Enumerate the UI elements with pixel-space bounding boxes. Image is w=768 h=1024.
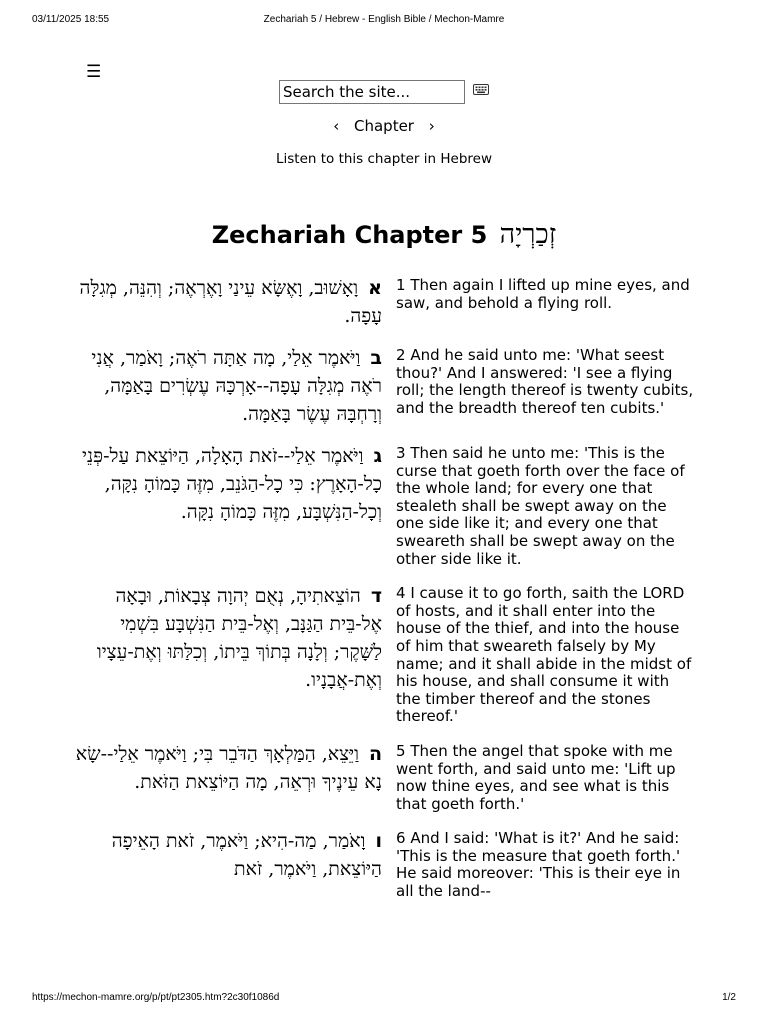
keyboard-icon[interactable]: [473, 80, 489, 99]
english-verse: [396, 827, 698, 900]
english-verse-text: And I said: 'What is it?' And he said: 'This is the measure that goeth forth.' He said moreover: 'This is their eye in all the land--: [396, 829, 681, 901]
verse-row: [70, 582, 698, 726]
hebrew-verse-text: וַיֵּצֵא, הַמַּלְאָךְ הַדֹּבֵר בִּי; וַיֹּאמֶר אֵלַי--שָׂא נָא עֵינֶיךָ וּרְאֵה, מָה הַיּוֹצֵאת הַזֹּאת.: [75, 742, 382, 793]
prev-chapter-button[interactable]: ‹: [333, 117, 340, 135]
verse-row: [70, 274, 698, 330]
hebrew-verse: [70, 740, 382, 796]
hebrew-verse: [70, 582, 382, 694]
hebrew-verse: [70, 344, 382, 428]
print-page-title: Zechariah 5 / Hebrew - English Bible / Mechon-Mamre: [263, 14, 505, 25]
chapter-nav: [0, 116, 768, 136]
page-title-hebrew: זְכַרְיָה: [499, 219, 557, 250]
english-verse: [396, 344, 698, 417]
verse-row: [70, 442, 698, 568]
hebrew-verse-number: ה: [368, 742, 382, 765]
listen-hebrew-link[interactable]: Listen to this chapter in Hebrew: [275, 151, 492, 167]
english-verse-number: 3: [396, 444, 406, 462]
verse-table: [70, 274, 698, 915]
print-datetime: 03/11/2025 18:55: [32, 14, 110, 25]
english-verse-number: 6: [396, 829, 406, 848]
hebrew-verse-text: וַיֹּאמֶר אֵלַי--זֹאת הָאָלָה, הַיּוֹצֵאת עַל-פְּנֵי כָל-הָאָרֶץ: כִּי כָל-הַגֹּנֵב, מִזֶּה כָּמוֹהָ נִקָּה, וְכָל-הַנִּשְׁבָּע, מִזֶּה כָּמוֹהָ נִקָּה.: [82, 445, 382, 523]
hebrew-verse-text: וָאֹמַר, מַה-הִיא; וַיֹּאמֶר, זֹאת הָאֵיפָה הַיּוֹצֵאת, וַיֹּאמֶר, זֹאת: [111, 830, 382, 881]
print-footer: [32, 992, 736, 1008]
english-verse-number: 5: [396, 741, 406, 760]
hebrew-verse-text: וַיֹּאמֶר אֵלַי, מָה אַתָּה רֹאֶה; וָאֹמַר, אֲנִי רֹאֶה מְגִלָּה עָפָה--אָרְכָּהּ עֶשְׂרִים בָּאַמָּה, וְרָחְבָּהּ עֶשֶׂר בָּאַמָּה.: [91, 347, 382, 425]
hebrew-verse-number: א: [368, 277, 382, 299]
hebrew-verse-number: ד: [370, 585, 382, 608]
hebrew-verse-number: ג: [373, 445, 382, 467]
english-verse: [396, 740, 698, 813]
english-verse-text: I cause it to go forth, saith the LORD of hosts, and it shall enter into the house of the thief, and into the house of him that sweareth falsely by My name; and it shall abide in the midst of his house, and shall consume it with the timber thereof and the stones thereof.': [396, 584, 692, 726]
english-verse-number: 4: [396, 584, 406, 603]
verse-row: [70, 827, 698, 900]
english-verse-text: And he said unto me: 'What seest thou?' And I answered: 'I see a flying roll; the length thereof is twenty cubits, and the breadth thereof ten cubits.': [396, 346, 694, 417]
english-verse-number: 2: [396, 346, 406, 364]
next-chapter-button[interactable]: ›: [428, 117, 435, 135]
english-verse-number: 1: [396, 276, 406, 294]
hebrew-verse: [70, 442, 382, 526]
verse-row: [70, 740, 698, 813]
hebrew-verse-text: הוֹצֵאתִיהָ, נְאֻם יְהוָה צְבָאוֹת, וּבָאָה אֶל-בֵּית הַגַּנָּב, וְאֶל-בֵּית הַנִּשְׁבָּע בִּשְׁמִי לַשָּׁקֶר; וְלָנָה בְּתוֹךְ בֵּיתוֹ, וְכִלַּתּוּ וְאֶת-עֵצָיו וְאֶת-אֲבָנָיו.: [96, 585, 382, 692]
hebrew-verse: [70, 827, 382, 883]
print-header: [32, 14, 736, 30]
search-input[interactable]: [279, 80, 465, 104]
english-verse-text: Then the angel that spoke with me went forth, and said unto me: 'Lift up now thine eyes, and see what is this that goeth forth.': [396, 741, 676, 813]
page-title-english: Zechariah Chapter 5: [211, 221, 488, 249]
page-title: [0, 218, 768, 252]
hebrew-verse-number: ו: [375, 830, 382, 853]
english-verse: [396, 582, 698, 726]
verse-row: [70, 344, 698, 428]
chapter-label[interactable]: Chapter: [354, 117, 414, 135]
print-url: https://mechon-mamre.org/p/pt/pt2305.htm?2c30f1086d: [32, 992, 280, 1003]
english-verse-text: Then said he unto me: 'This is the curse that goeth forth over the face of the whole land; for every one that stealeth shall be swept away on the one side like it; and every one that sweareth shall be swept away on the other side like it.: [396, 444, 685, 568]
hebrew-verse-text: וָאָשׁוּב, וָאֶשָּׂא עֵינַי וָאֶרְאֶה; וְהִנֵּה, מְגִלָּה עָפָה.: [79, 277, 382, 327]
search-bar: [0, 80, 768, 104]
hebrew-verse: [70, 274, 382, 330]
english-verse: [396, 442, 698, 568]
english-verse: [396, 274, 698, 312]
hamburger-menu-icon[interactable]: ☰: [86, 62, 102, 82]
english-verse-text: Then again I lifted up mine eyes, and saw, and behold a flying roll.: [396, 276, 690, 312]
hebrew-verse-number: ב: [370, 347, 382, 369]
print-page-number: 1/2: [722, 992, 736, 1003]
